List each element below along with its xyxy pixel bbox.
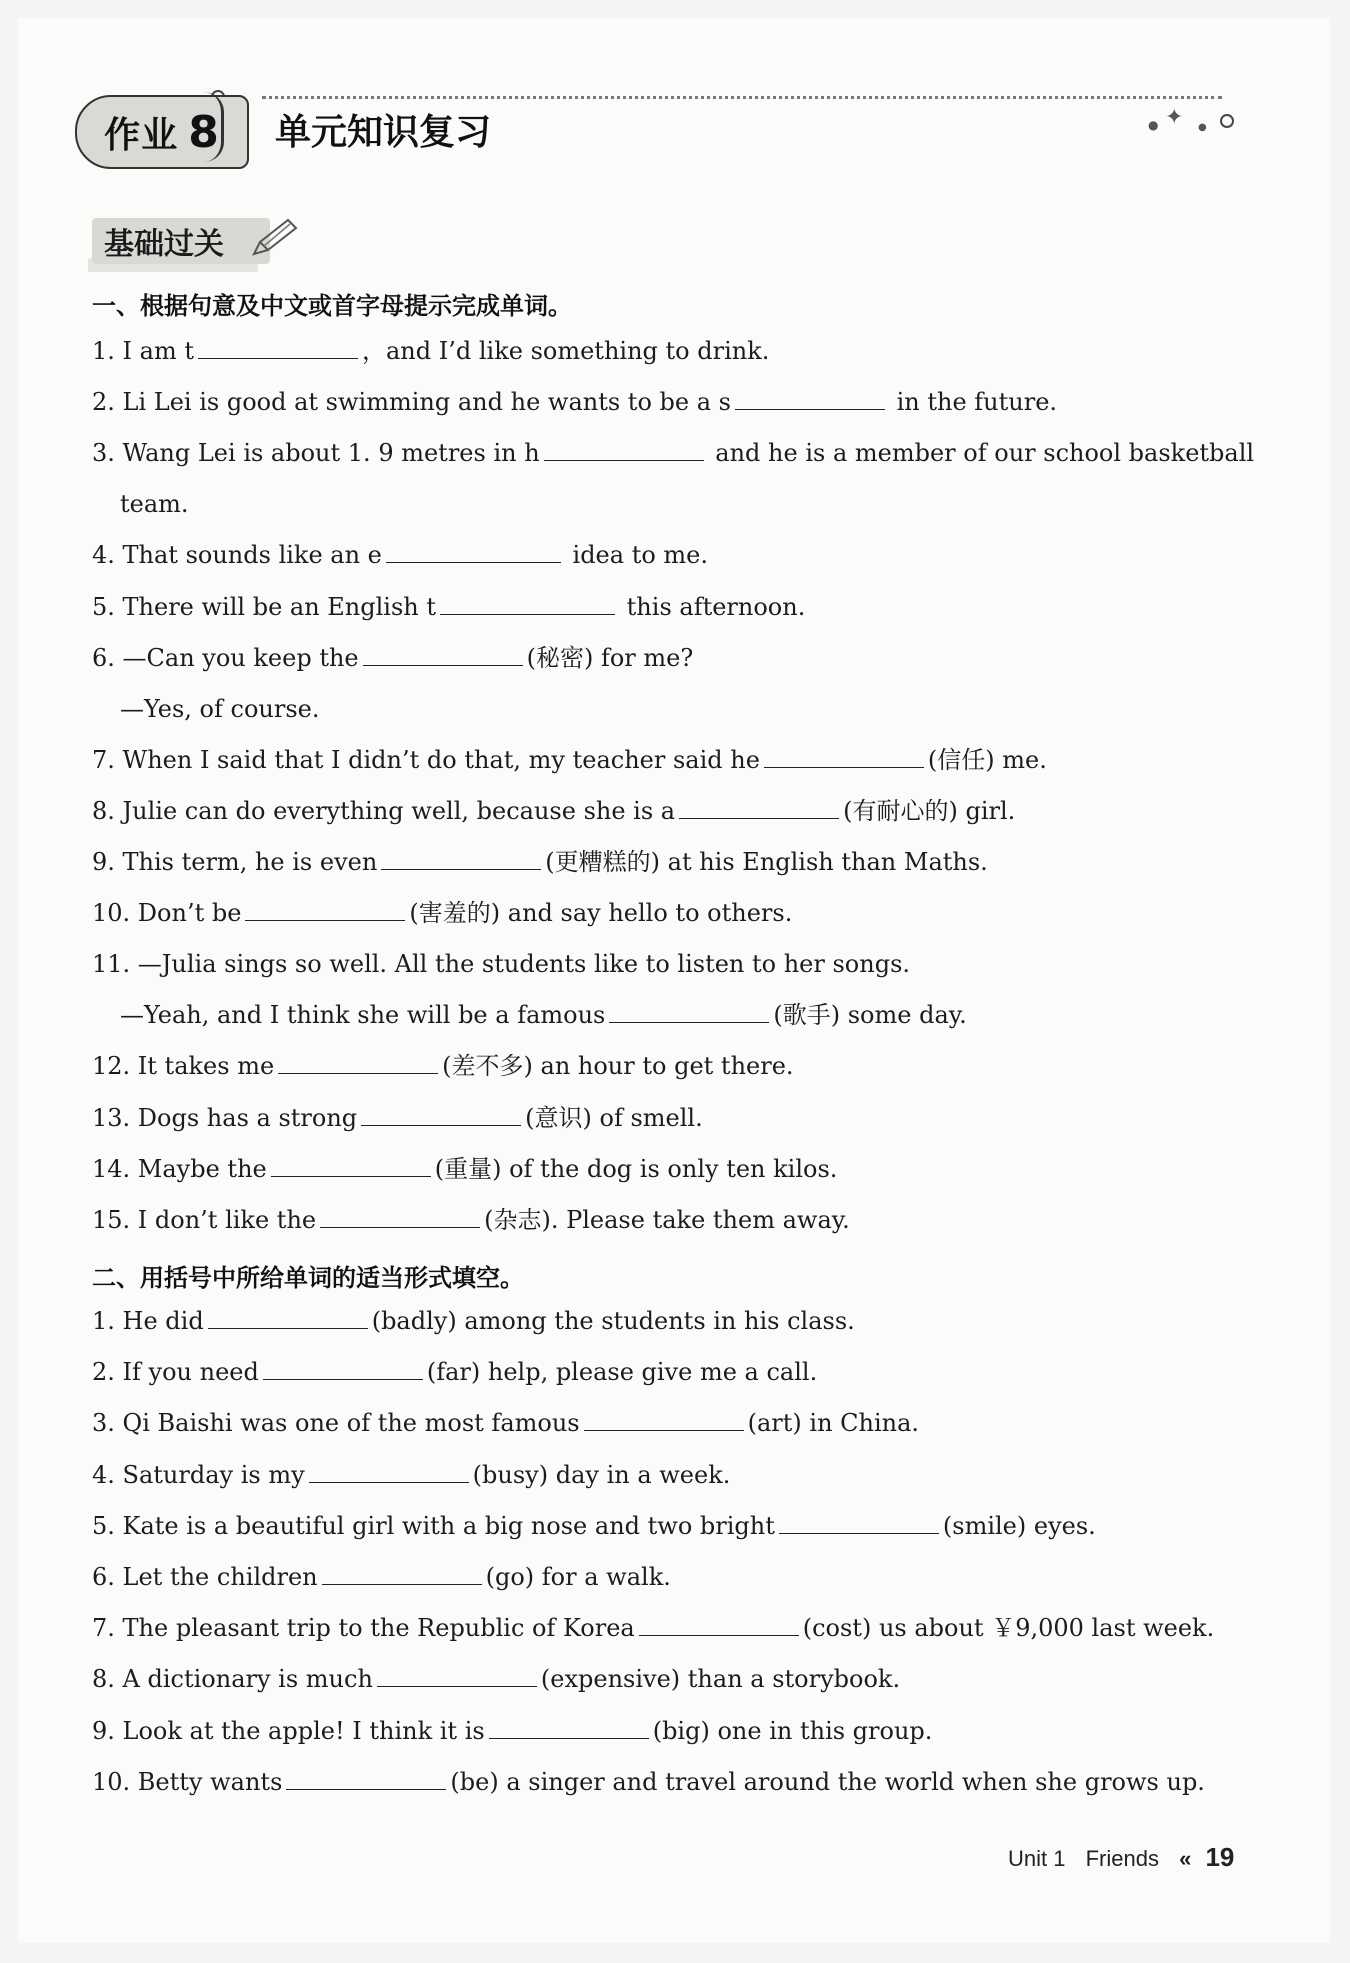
footer-unit: Unit 1: [1008, 1846, 1066, 1871]
item-text-after: in the future.: [888, 388, 1058, 417]
item-text-after: (秘密) for me?: [526, 643, 694, 672]
section1-item: [92, 387, 1057, 417]
pencil-icon: [250, 218, 298, 258]
item-text-after: idea to me.: [564, 541, 709, 570]
item-text: 5. Kate is a beautiful girl with a big nose and two bright: [92, 1511, 775, 1540]
answer-blank[interactable]: [609, 1000, 769, 1023]
item-text: 9. This term, he is even: [92, 848, 378, 876]
section1-item: [120, 489, 189, 519]
section2-item: [92, 1562, 671, 1592]
answer-blank[interactable]: [639, 1613, 799, 1636]
item-text: 2. If you need: [92, 1358, 259, 1387]
answer-blank[interactable]: [198, 336, 358, 359]
answer-blank[interactable]: [377, 1664, 537, 1687]
section1-item: [92, 745, 1047, 775]
section1-item: [92, 438, 1254, 468]
item-text-after: (badly) among the students in his class.: [371, 1307, 855, 1335]
section2-item: [92, 1664, 900, 1694]
answer-blank[interactable]: [363, 643, 523, 666]
answer-blank[interactable]: [735, 387, 885, 410]
item-text: 6. —Can you keep the: [92, 643, 359, 672]
answer-blank[interactable]: [584, 1408, 744, 1431]
item-text: 7. The pleasant trip to the Republic of Korea: [92, 1614, 635, 1643]
section1-item: [92, 898, 792, 928]
item-text-after: (go) for a walk.: [485, 1563, 671, 1591]
item-text: 10. Don’t be: [92, 899, 242, 928]
section2-item: [92, 1306, 855, 1336]
item-text: 13. Dogs has a strong: [92, 1103, 358, 1132]
header-circle-right: [1220, 114, 1234, 128]
item-text: 7. When I said that I didn’t do that, my teacher said he: [92, 745, 760, 774]
section2-item: [92, 1613, 1214, 1643]
section-badge: 基础过关: [92, 218, 270, 264]
answer-blank[interactable]: [361, 1103, 521, 1126]
item-text-after: (有耐心的) girl.: [843, 796, 1016, 825]
section2-item: [92, 1767, 1205, 1797]
item-text-after: (害羞的) and say hello to others.: [409, 899, 793, 928]
item-text: —Yes, of course.: [120, 694, 320, 723]
double-chevron-icon: «: [1179, 1846, 1192, 1871]
item-text: 4. Saturday is my: [92, 1460, 305, 1489]
sparkle-icon: ✦: [1165, 105, 1184, 130]
section1-item: [92, 336, 769, 366]
item-text: 12. It takes me: [92, 1052, 275, 1081]
section2-item: [92, 1357, 817, 1387]
answer-blank[interactable]: [278, 1051, 438, 1074]
answer-blank[interactable]: [208, 1306, 368, 1329]
item-text: 11. —Julia sings so well. All the students like to listen to her songs.: [92, 950, 911, 979]
item-text: 8. Julie can do everything well, because she is a: [92, 796, 676, 825]
answer-blank[interactable]: [679, 796, 839, 819]
item-text: 5. There will be an English t: [92, 592, 437, 621]
item-text: 14. Maybe the: [92, 1154, 267, 1183]
item-text-after: (更糟糕的) at his English than Maths.: [545, 848, 988, 876]
item-text-after: (差不多) an hour to get there.: [442, 1052, 794, 1081]
sparkle-dot-icon: ●: [1198, 122, 1207, 133]
item-text: 8. A dictionary is much: [92, 1665, 373, 1694]
header-dotted-line: [262, 96, 1222, 101]
section1-item: [92, 643, 693, 673]
page-number: 19: [1205, 1842, 1235, 1872]
item-text-after: (重量) of the dog is only ten kilos.: [434, 1154, 838, 1183]
section1-item: [92, 1103, 703, 1133]
section1-item: [92, 1051, 794, 1081]
item-text-after: (far) help, please give me a call.: [426, 1358, 818, 1387]
section1-item: [120, 694, 319, 724]
item-text-after: ，and I’d like something to drink.: [361, 337, 770, 365]
page-title: 单元知识复习: [275, 112, 492, 153]
item-text-after: (busy) day in a week.: [472, 1460, 731, 1489]
item-text: 1. He did: [92, 1307, 204, 1335]
item-text: 6. Let the children: [92, 1563, 318, 1591]
answer-blank[interactable]: [381, 847, 541, 870]
answer-blank[interactable]: [309, 1460, 469, 1483]
item-text-after: (smile) eyes.: [942, 1511, 1096, 1540]
item-text: 9. Look at the apple! I think it is: [92, 1716, 485, 1745]
section1-item: [92, 949, 910, 979]
answer-blank[interactable]: [322, 1562, 482, 1585]
answer-blank[interactable]: [263, 1357, 423, 1380]
sparkle-dot-icon: ●: [1148, 118, 1159, 132]
item-text: 15. I don’t like the: [92, 1205, 317, 1234]
answer-blank[interactable]: [386, 540, 561, 563]
section2-item: [92, 1716, 932, 1746]
answer-blank[interactable]: [245, 898, 405, 921]
section1-item: [92, 1205, 850, 1235]
item-text: 10. Betty wants: [92, 1767, 283, 1796]
answer-blank[interactable]: [489, 1716, 649, 1739]
answer-blank[interactable]: [271, 1154, 431, 1177]
item-text-after: (歌手) some day.: [773, 1001, 967, 1030]
item-text-after: (cost) us about ￥9,000 last week.: [802, 1614, 1215, 1643]
section1-item: [92, 540, 708, 570]
answer-blank[interactable]: [440, 592, 615, 615]
item-text-after: (杂志). Please take them away.: [484, 1205, 850, 1234]
answer-blank[interactable]: [286, 1767, 446, 1790]
item-text-after: (be) a singer and travel around the world when she grows up.: [450, 1767, 1205, 1796]
homework-label: 作业: [104, 114, 179, 156]
item-text-after: (意识) of smell.: [525, 1103, 703, 1132]
answer-blank[interactable]: [544, 438, 704, 461]
homework-number: 8: [188, 106, 220, 158]
item-text: —Yeah, and I think she will be a famous: [120, 1001, 606, 1030]
section2-item: [92, 1511, 1096, 1541]
item-text: 2. Li Lei is good at swimming and he wants to be a s: [92, 388, 731, 417]
section2-item: [92, 1408, 919, 1438]
section1-item: [92, 847, 988, 877]
answer-blank[interactable]: [764, 745, 924, 768]
item-text-after: (art) in China.: [747, 1409, 920, 1438]
section1-item: [92, 796, 1015, 826]
item-text-after: (信任) me.: [927, 745, 1047, 774]
section2-heading: 二、用括号中所给单词的适当形式填空。: [92, 1264, 524, 1292]
item-text-after: and he is a member of our school basketball: [707, 439, 1255, 468]
tag-bracket: [203, 92, 224, 162]
section1-heading: 一、根据句意及中文或首字母提示完成单词。: [92, 292, 572, 320]
answer-blank[interactable]: [779, 1511, 939, 1534]
item-text: 1. I am t: [92, 337, 194, 365]
section1-item: [92, 1154, 837, 1184]
item-text-after: (expensive) than a storybook.: [540, 1665, 901, 1694]
item-text: 3. Wang Lei is about 1. 9 metres in h: [92, 439, 540, 468]
item-text: team.: [120, 490, 189, 519]
answer-blank[interactable]: [320, 1205, 480, 1228]
section1-item: [92, 592, 805, 622]
footer-topic: Friends: [1085, 1846, 1159, 1871]
item-text-after: this afternoon.: [619, 592, 806, 621]
item-text: 3. Qi Baishi was one of the most famous: [92, 1409, 580, 1438]
section2-item: [92, 1460, 730, 1490]
item-text: 4. That sounds like an e: [92, 541, 382, 570]
page-footer: [1008, 1842, 1234, 1873]
item-text-after: (big) one in this group.: [652, 1716, 933, 1745]
section1-item: [120, 1000, 967, 1030]
